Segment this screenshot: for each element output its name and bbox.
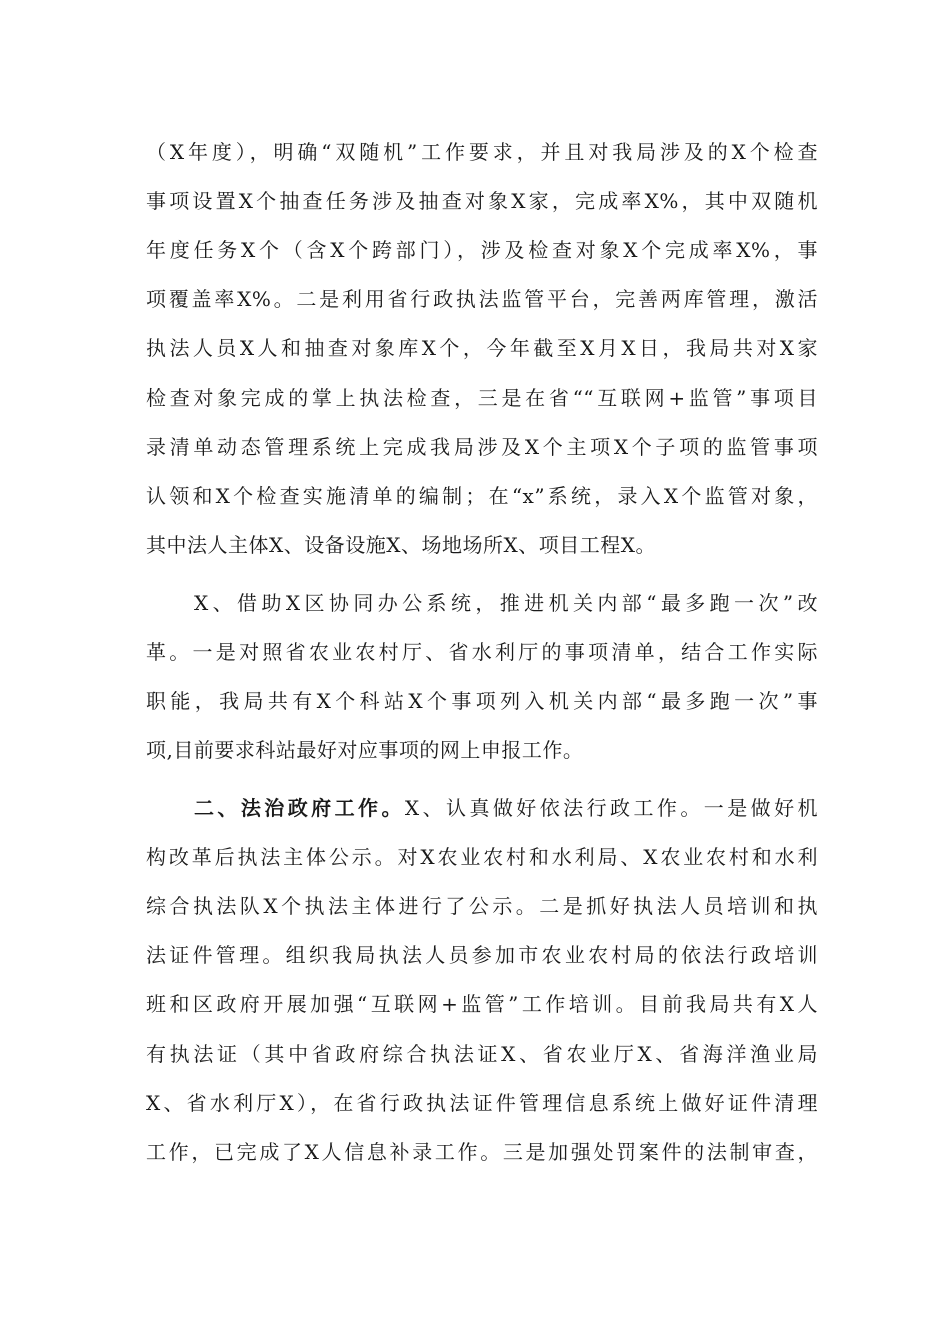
text-line: 法证件管理。组织我局执法人员参加市农业农村局的依法行政培训	[146, 943, 818, 967]
text-line: X、省水利厅X），在省行政执法证件管理信息系统上做好证件清理	[146, 1091, 818, 1115]
text-line: 年度任务X个（含X个跨部门），涉及检查对象X个完成率X%，事	[146, 238, 818, 262]
text-line: 检查对象完成的掌上执法检查，三是在省““互联网+监管”事项目	[146, 386, 818, 410]
section-heading: 二、法治政府工作。	[194, 796, 405, 820]
text-line: 执法人员X人和抽查对象库X个，今年截至X月X日，我局共对X家	[146, 336, 818, 360]
text-line: 有执法证（其中省政府综合执法证X、省农业厅X、省海洋渔业局	[146, 1042, 818, 1066]
text-line: 事项设置X个抽查任务涉及抽查对象X家，完成率X%，其中双随机	[146, 189, 818, 213]
text-line	[194, 788, 818, 828]
text-line: 构改革后执法主体公示。对X农业农村和水利局、X农业农村和水利	[146, 845, 818, 869]
text-line: 综合执法队X个执法主体进行了公示。二是抓好执法人员培训和执	[146, 894, 818, 918]
text-line: （X年度），明确“双随机”工作要求，并且对我局涉及的X个检查	[146, 140, 818, 164]
text-line: 班和区政府开展加强“互联网+监管”工作培训。目前我局共有X人	[146, 992, 818, 1016]
text-line: 项覆盖率X%。二是利用省行政执法监管平台，完善两库管理，激活	[146, 287, 818, 311]
text-line: 录清单动态管理系统上完成我局涉及X个主项X个子项的监管事项	[146, 435, 818, 459]
text-line: 革。一是对照省农业农村厅、省水利厅的事项清单，结合工作实际	[146, 640, 818, 664]
text-line: 认领和X个检查实施清单的编制；在“x”系统，录入X个监管对象，	[146, 484, 818, 508]
text-line: X、借助X区协同办公系统，推进机关内部“最多跑一次”改	[194, 591, 818, 615]
text-line: 工作，已完成了X人信息补录工作。三是加强处罚案件的法制审查，	[146, 1140, 818, 1164]
text-line: 其中法人主体X、设备设施X、场地场所X、项目工程X。	[146, 533, 656, 557]
text-span: X、认真做好依法行政工作。一是做好机	[404, 796, 819, 820]
text-line: 项,目前要求科站最好对应事项的网上申报工作。	[146, 738, 584, 762]
text-line: 职能，我局共有X个科站X个事项列入机关内部“最多跑一次”事	[146, 689, 818, 713]
